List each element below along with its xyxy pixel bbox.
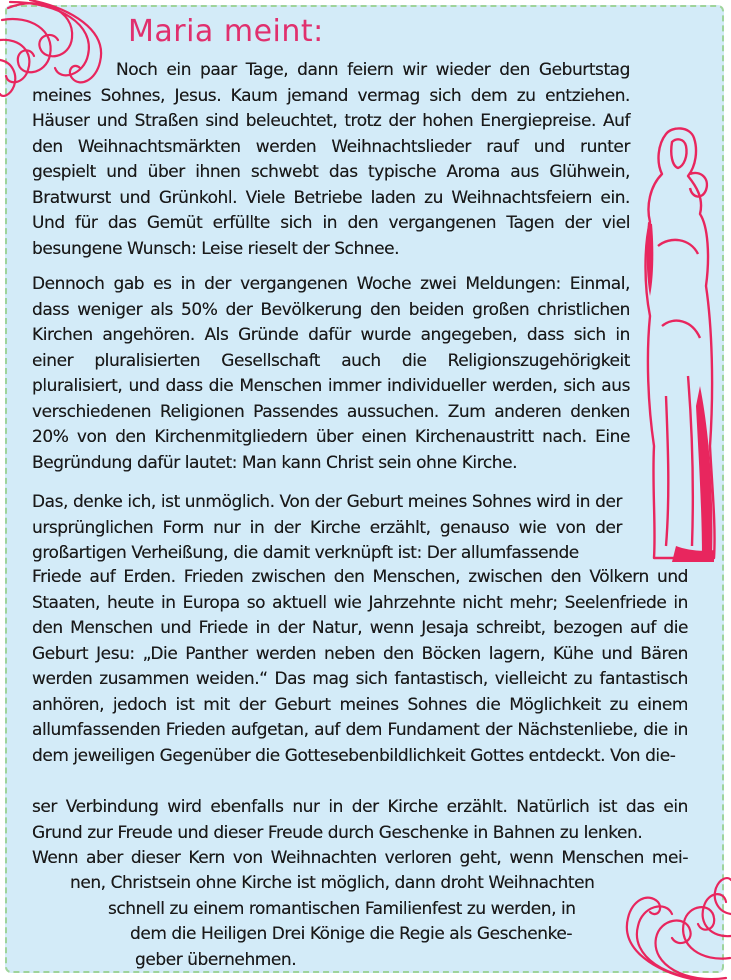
paragraph-3-text-c: ser Verbindung wird ebenfalls nur in der Kirche erzählt. Natürlich ist das ein Grund zur Freude und dieser Freude durch Geschenke in Bahnen zu lenken. <box>32 797 688 843</box>
paragraph-3-text-b: Friede auf Erden. Frieden zwischen den Menschen, zwischen den Völkern und Staaten, heute in Europa so aktuell wie Jahrzehnte nicht mehr; Seelenfriede in den Menschen und Friede in der Natur, wenn Jesaja schreibt, bezogen auf die Geburt Jesu: „Die Panther werden neben den Böcken lagern, Kühe und Bären werden zusammen weiden.“ Das mag sich fantastisch, vielleicht zu fantastisch anhören, jedoch ist mit der Geburt meines Sohnes die Möglichkeit zu einem allumfassenden Frieden aufgetan, auf dem Fundament der Nächstenliebe, die in dem jeweiligen Gegenüber die Gottesebenbildlichkeit Gottes entdeckt. Von die- <box>32 567 688 766</box>
madonna-statue-icon <box>636 126 720 566</box>
ending-line-3: schnell zu einem romantischen Familienfest zu werden, in <box>108 899 576 919</box>
ending-line-2: nen, Christsein ohne Kirche ist möglich, dann droht Weihnachten <box>70 873 595 893</box>
ending-line-4: dem die Heiligen Drei Könige die Regie als Geschenke- <box>130 924 573 944</box>
paragraph-3-middle <box>32 565 688 769</box>
paragraph-2 <box>32 272 630 476</box>
ending-line-1: Wenn aber dieser Kern von Weihnachten verloren geht, wenn Menschen mei- <box>32 848 688 868</box>
paragraph-3-start <box>32 490 622 567</box>
paragraph-1 <box>32 58 630 262</box>
paragraph-3-continued <box>32 795 688 846</box>
page-title: Maria meint: <box>128 14 324 49</box>
paragraph-3-text-a: Das, denke ich, ist unmöglich. Von der Geburt meines Sohnes wird in der ursprünglichen Form nur in der Kirche erzählt, genauso wie von der großartigen Verheißung, die damit verknüpft ist: Der allumfassende <box>32 492 622 563</box>
ending-line-5: geber übernehmen. <box>135 950 297 970</box>
paragraph-2-text: Dennoch gab es in der vergangenen Woche zwei Meldungen: Einmal, dass weniger als 50% der Bevölkerung den beiden großen christlichen Kirchen angehören. Als Gründe dafür wurde angegeben, dass sich in einer pluralisierten Gesellschaft auch die Religionszugehörigkeit pluralisiert, und dass die Menschen immer individueller werden, sich aus verschiedenen Religionen Passendes aussuchen. Zum anderen denken 20% von den Kirchenmitgliedern über einen Kirchenaustritt nach. Eine Begründung dafür lautet: Man kann Christ sein ohne Kirche. <box>32 274 630 473</box>
swirl-ornament-bottom-right-icon <box>606 860 731 980</box>
paragraph-1-text: Noch ein paar Tage, dann feiern wir wieder den Geburtstag meines Sohnes, Jesus. Kaum jemand vermag sich dem zu entziehen. Häuser und Straßen sind beleuchtet, trotz der hohen Energiepreise. Auf den Weihnachtsmärkten werden Weihnachtslieder rauf und runter gespielt und über ihnen schwebt das typische Aroma aus Glühwein, Bratwurst und Grünkohl. Viele Betriebe laden zu Weihnachtsfeiern ein. Und für das Gemüt erfüllte sich in den vergangenen Tagen der viel besungene Wunsch: Leise rieselt der Schnee. <box>32 60 630 259</box>
